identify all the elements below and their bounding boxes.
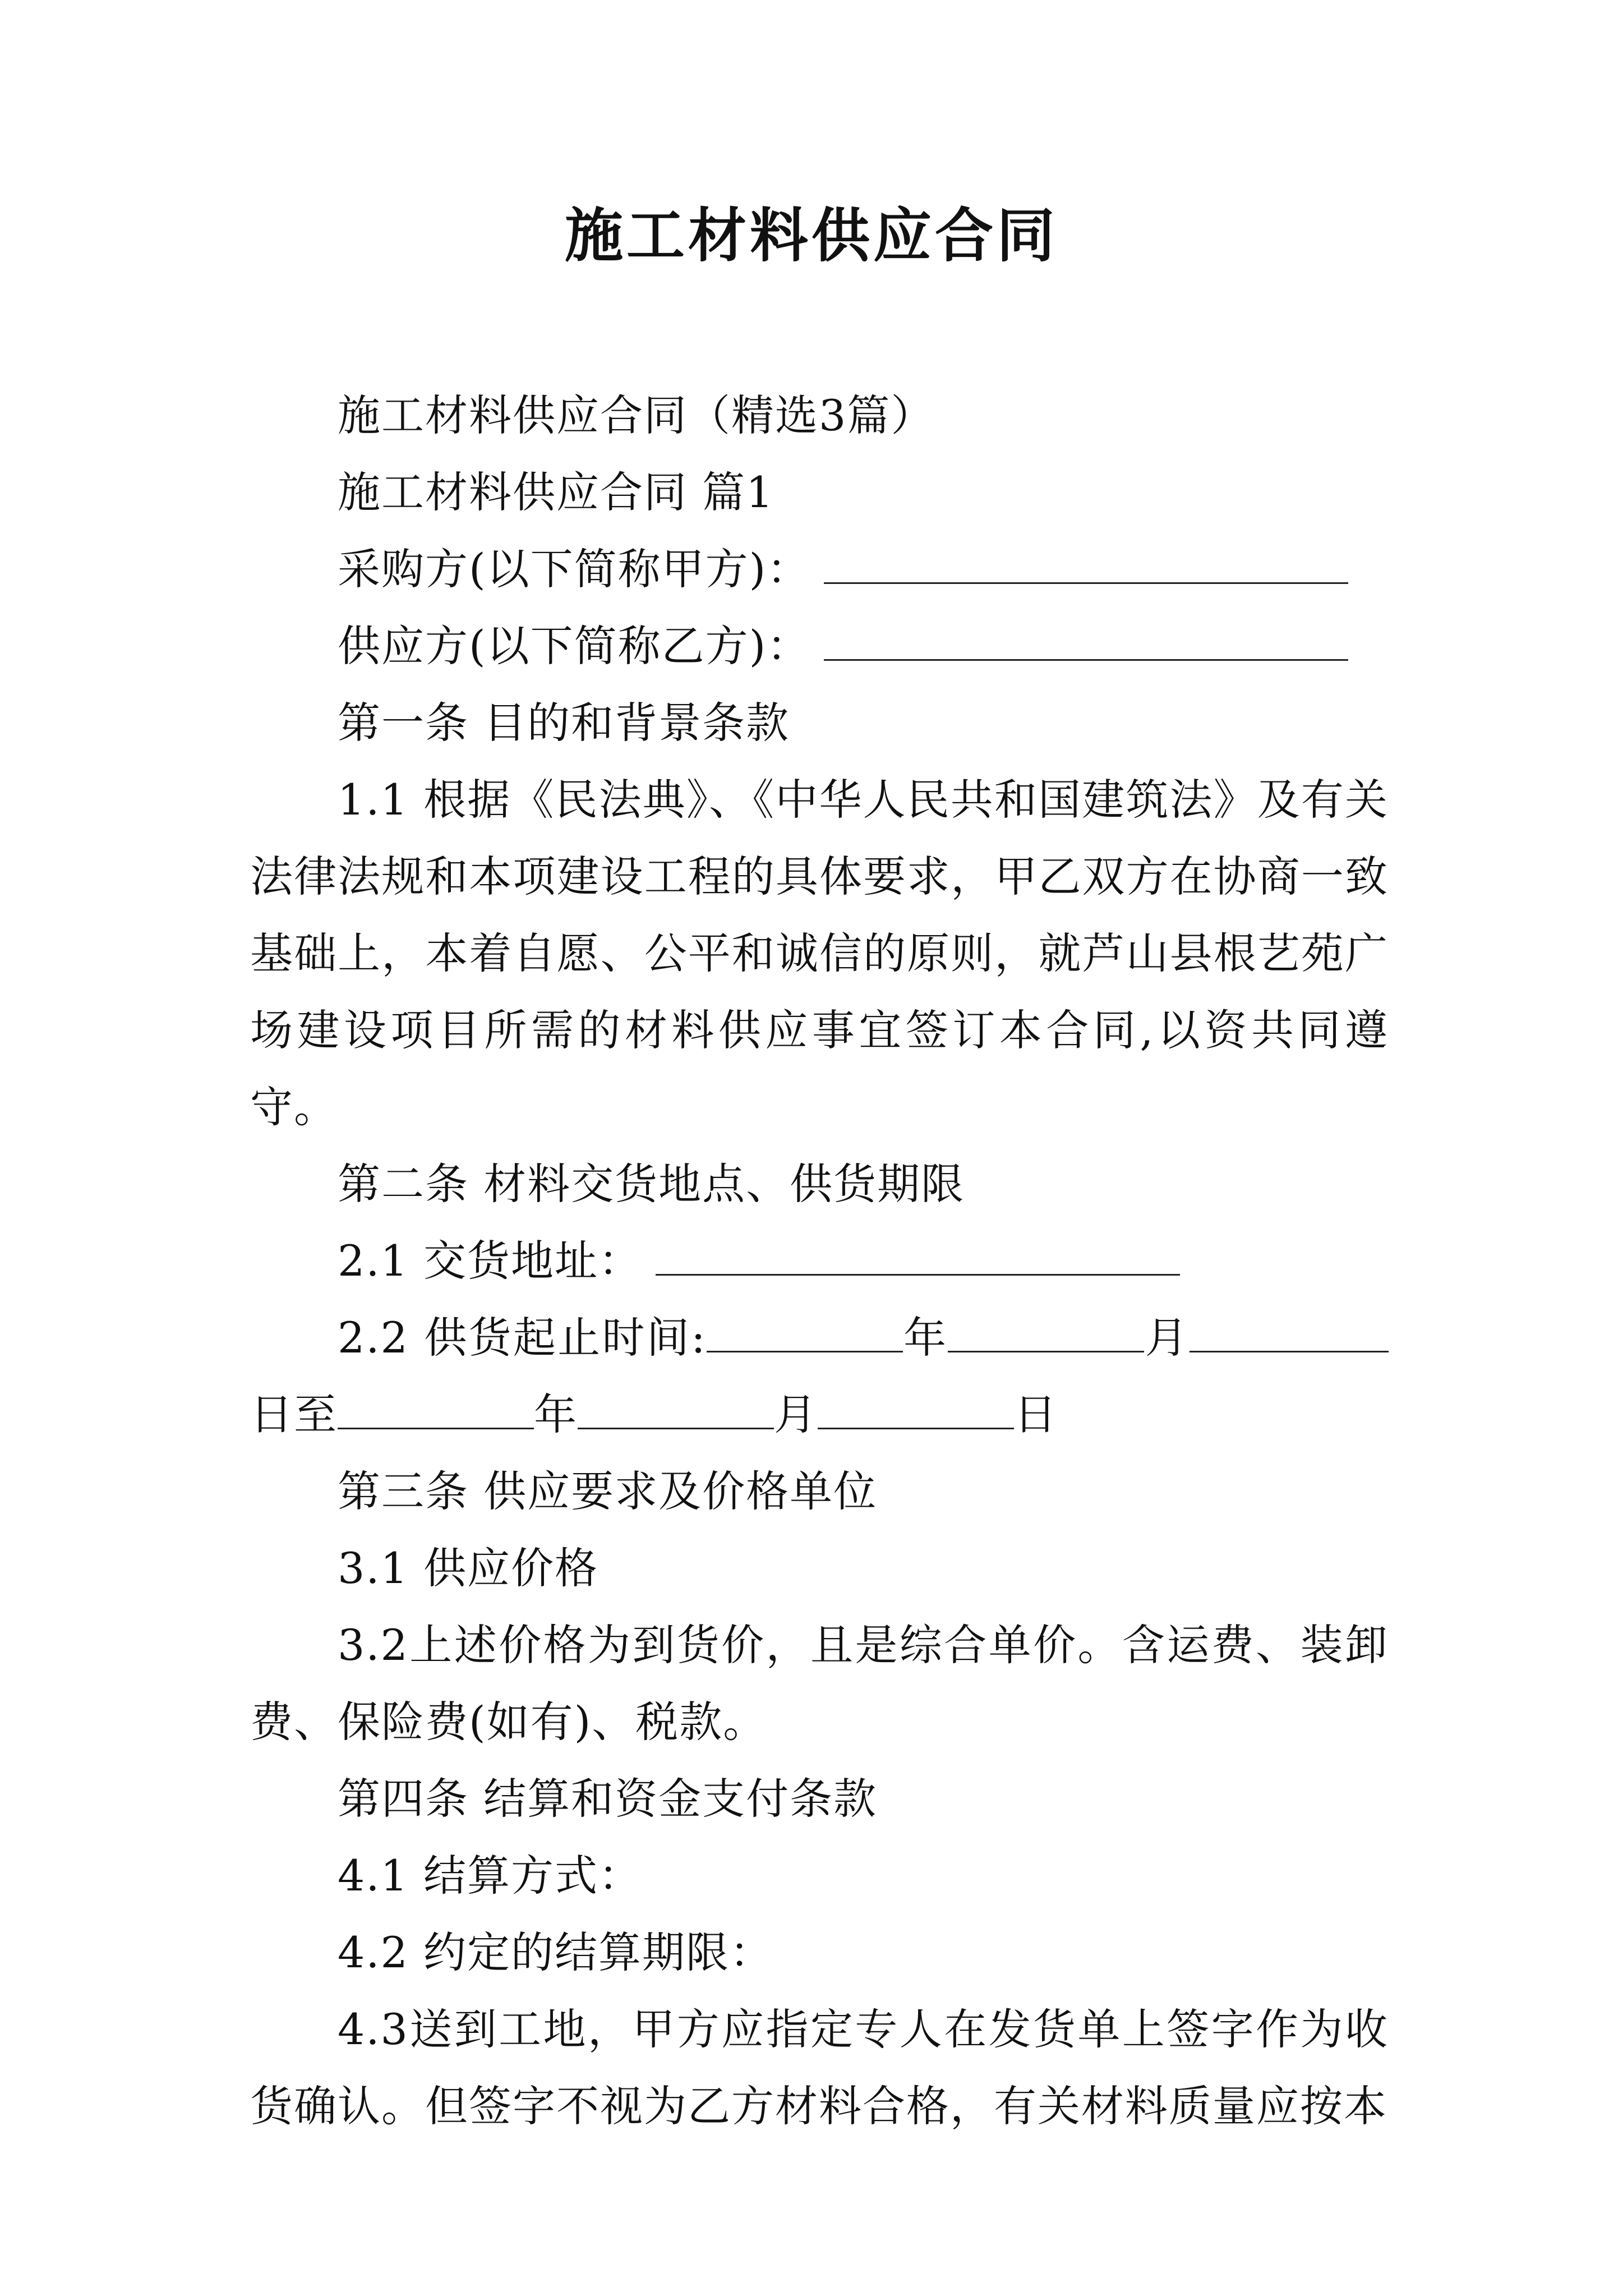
delivery-address-line — [250, 1222, 1389, 1299]
document-body — [250, 377, 1389, 2145]
buyer-line — [250, 531, 1389, 608]
supply-period-label: 2.2 供货起止时间: — [338, 1313, 707, 1363]
chapter-heading: 施工材料供应合同 篇1 — [338, 467, 774, 517]
article-4-heading: 第四条 结算和资金支付条款 — [338, 1774, 878, 1824]
buyer-label: 采购方(以下简称甲方)： — [338, 544, 811, 594]
paragraph-4-2: 4.2 约定的结算期限： — [338, 1927, 774, 1977]
start-year-label: 年 — [902, 1313, 948, 1363]
delivery-address-blank — [656, 1234, 1180, 1276]
supplier-blank — [824, 619, 1348, 661]
day-to-label: 日至 — [250, 1389, 338, 1439]
end-year-blank — [338, 1387, 534, 1429]
document-title: 施工材料供应合同 — [564, 201, 1058, 270]
subtitle-line: 施工材料供应合同（精选3篇） — [338, 390, 935, 440]
article-3-heading: 第三条 供应要求及价格单位 — [338, 1466, 878, 1516]
article-1-heading: 第一条 目的和背景条款 — [338, 698, 790, 748]
article-2-heading: 第二条 材料交货地点、供货期限 — [338, 1159, 965, 1209]
start-day-blank — [1189, 1310, 1389, 1352]
end-year-label: 年 — [534, 1389, 578, 1439]
end-day-blank — [818, 1387, 1014, 1429]
paragraph-4-3: 4.3送到工地，甲方应指定专人在发货单上签字作为收货确认。但签字不视为乙方材料合格，有关材料质量应按本 — [250, 2004, 1389, 2131]
delivery-address-label: 2.1 交货地址： — [338, 1236, 643, 1286]
start-month-blank — [948, 1310, 1144, 1352]
paragraph-3-2: 3.2上述价格为到货价，且是综合单价。含运费、装卸费、保险费(如有)、税款。 — [250, 1620, 1389, 1747]
buyer-blank — [824, 542, 1348, 584]
end-day-label: 日 — [1014, 1389, 1058, 1439]
paragraph-4-1: 4.1 结算方式： — [338, 1851, 643, 1901]
paragraph-1-1: 1.1 根据《民法典》、《中华人民共和国建筑法》及有关法律法规和本项建设工程的具体要求，甲乙双方在协商一致基础上，本着自愿、公平和诚信的原则，就芦山县根艺苑广场建设项目所需的材料供应事宜签订本合同,以资共同遵守。 — [250, 775, 1389, 1132]
supply-period-line — [250, 1299, 1389, 1453]
end-month-label: 月 — [774, 1389, 818, 1439]
supplier-label: 供应方(以下简称乙方)： — [338, 621, 811, 671]
end-month-blank — [578, 1387, 774, 1429]
start-year-blank — [707, 1310, 903, 1352]
start-month-label: 月 — [1144, 1313, 1190, 1363]
supplier-line — [250, 608, 1389, 684]
paragraph-3-1: 3.1 供应价格 — [338, 1543, 599, 1593]
